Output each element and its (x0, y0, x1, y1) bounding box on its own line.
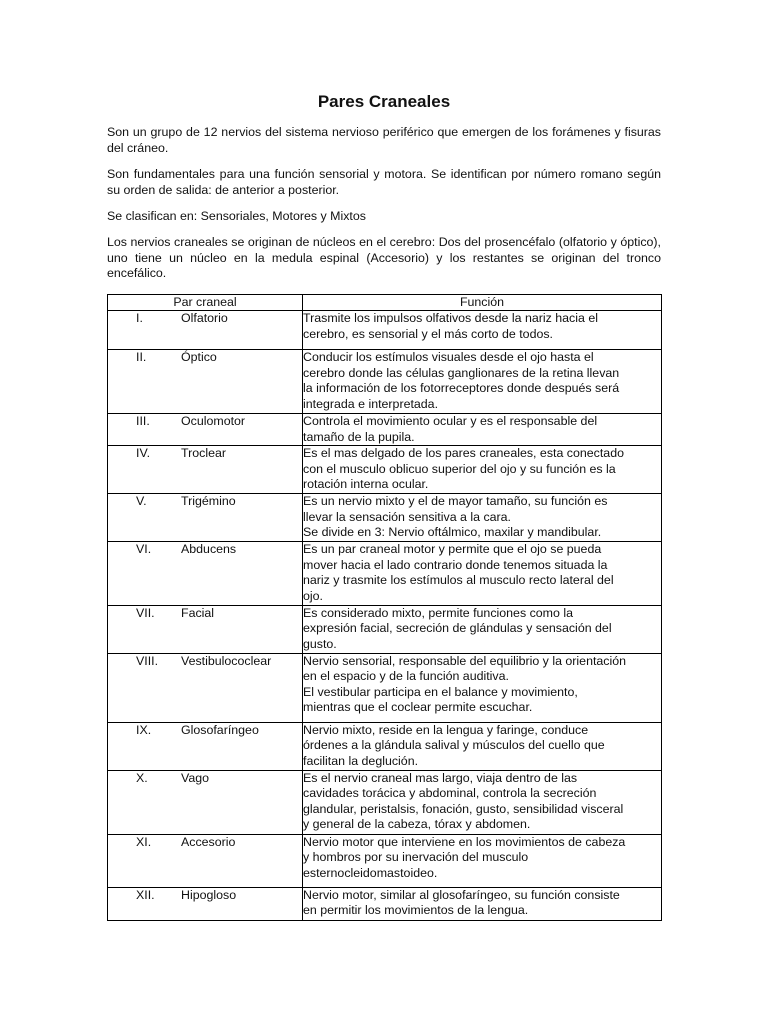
nerve-cell (108, 834, 303, 887)
intro-paragraph-3: Se clasifican en: Sensoriales, Motores y Mixtos (107, 209, 366, 223)
function-line: Es considerado mixto, permite funciones como la (303, 605, 573, 620)
nerve-cell (108, 887, 303, 920)
nerve-function (303, 350, 662, 414)
nerve-number: IV. (136, 446, 151, 461)
nerve-function (303, 722, 662, 770)
nerve-function (303, 446, 662, 494)
nerve-number: VII. (136, 605, 155, 620)
function-line: en permitir los movimientos de la lengua. (303, 903, 529, 918)
nerve-function (303, 414, 662, 446)
nerve-number: XI. (136, 834, 152, 849)
function-line: Es el nervio craneal mas largo, viaja dentro de las (303, 770, 578, 785)
nerve-function (303, 605, 662, 653)
table-row (108, 350, 662, 414)
table-row (108, 494, 662, 542)
nerve-number: XII. (136, 887, 155, 902)
nerve-name: Facial (181, 605, 215, 620)
page-title: Pares Craneales (317, 92, 451, 111)
function-line: mientras que el coclear permite escuchar. (303, 700, 533, 715)
function-line: tamaño de la pupila. (303, 429, 415, 444)
nerve-function (303, 770, 662, 834)
function-line: con el musculo oblicuo superior del ojo y su función es la (303, 461, 616, 476)
function-line: facilitan la deglución. (303, 753, 419, 768)
function-line: cerebro donde las células ganglionares de la retina llevan (303, 365, 620, 380)
function-line: cavidades torácica y abdominal, controla la secreción (303, 786, 597, 801)
intro-paragraph-2: Son fundamentales para una función sensorial y motora. Se identifican por número romano según su orden de salida: de anterior a posterior. (107, 167, 661, 197)
table-row (108, 834, 662, 887)
function-line: Es un par craneal motor y permite que el ojo se pueda (303, 542, 602, 557)
function-line: ojo. (303, 588, 323, 603)
nerve-name: Troclear (181, 446, 226, 461)
nerve-number: III. (136, 414, 150, 428)
nerve-number: II. (136, 350, 147, 364)
nerve-cell (108, 494, 303, 542)
nerve-function (303, 887, 662, 920)
function-line: integrada e interpretada. (303, 396, 439, 411)
nerve-name: Óptico (181, 350, 217, 364)
nerve-name: Hipogloso (181, 887, 237, 902)
function-line: Conducir los estímulos visuales desde el ojo hasta el (303, 350, 594, 364)
header-par-craneal: Par craneal (108, 295, 303, 311)
nerve-number: I. (136, 311, 143, 325)
function-line: Controla el movimiento ocular y es el responsable del (303, 414, 598, 428)
table-row (108, 311, 662, 350)
function-line: órdenes a la glándula salival y músculos del cuello que (303, 738, 605, 753)
nerve-number: VIII. (136, 653, 159, 668)
function-line: Nervio mixto, reside en la lengua y faringe, conduce (303, 722, 589, 737)
nerve-cell (108, 446, 303, 494)
function-line: Es el mas delgado de los pares craneales, esta conectado (303, 446, 624, 461)
function-line: expresión facial, secreción de glándulas y sensación del (303, 621, 612, 636)
table-header-row (108, 295, 662, 311)
nerve-name: Oculomotor (181, 414, 246, 428)
function-line: Se divide en 3: Nervio oftálmico, maxilar y mandibular. (303, 525, 602, 540)
nerve-cell (108, 605, 303, 653)
function-line: mover hacia el lado contrario donde tenemos situada la (303, 557, 608, 572)
function-line: llevar la sensación sensitiva a la cara. (303, 509, 511, 524)
function-line: esternocleidomastoideo. (303, 865, 438, 880)
function-line: en el espacio y de la función auditiva. (303, 669, 509, 684)
nerve-function (303, 311, 662, 350)
function-line: Nervio motor, similar al glosofaríngeo, su función consiste (303, 887, 620, 902)
table-row (108, 414, 662, 446)
function-line: El vestibular participa en el balance y movimiento, (303, 684, 578, 699)
nerve-name: Accesorio (181, 834, 236, 849)
function-line: y general de la cabeza, tórax y abdomen. (303, 817, 531, 832)
nerve-function (303, 494, 662, 542)
function-line: gusto. (303, 636, 337, 651)
nerve-name: Glosofaríngeo (181, 722, 259, 737)
table-row (108, 887, 662, 920)
nerve-cell (108, 770, 303, 834)
nerve-number: V. (136, 494, 147, 509)
nerve-cell (108, 350, 303, 414)
function-line: la información de los fotorreceptores donde después será (303, 381, 620, 396)
nerve-function (303, 542, 662, 605)
function-line: Nervio sensorial, responsable del equilibrio y la orientación (303, 653, 627, 668)
nerve-cell (108, 542, 303, 605)
function-line: Es un nervio mixto y el de mayor tamaño, su función es (303, 494, 608, 509)
nerve-cell (108, 653, 303, 722)
nerve-number: X. (136, 770, 148, 785)
nerve-function (303, 653, 662, 722)
function-line: nariz y trasmite los estímulos al musculo recto lateral del (303, 573, 614, 588)
function-line: y hombros por su inervación del musculo (303, 850, 529, 865)
intro-paragraph-4: Los nervios craneales se originan de núcleos en el cerebro: Dos del prosencéfalo (olfatorio y óptico), uno tiene un núcleo en la medula espinal (Accesorio) y los restantes se originan del tronco encefálico. (107, 235, 661, 281)
intro-paragraph-1: Son un grupo de 12 nervios del sistema nervioso periférico que emergen de los forámenes y fisuras del cráneo. (107, 125, 661, 155)
table-row (108, 446, 662, 494)
nerve-number: IX. (136, 722, 152, 737)
function-line: cerebro, es sensorial y el más corto de todos. (303, 326, 553, 341)
header-funcion: Función (303, 295, 662, 311)
function-line: glandular, peristalsis, fonación, gusto, sensibilidad visceral (303, 801, 624, 816)
nerve-name: Trigémino (181, 494, 236, 509)
table-row (108, 542, 662, 605)
table-row (108, 722, 662, 770)
table-row (108, 605, 662, 653)
function-line: rotación interna ocular. (303, 477, 429, 492)
nerve-name: Vago (181, 770, 210, 785)
nerve-name: Olfatorio (181, 311, 228, 325)
nerve-cell (108, 722, 303, 770)
nerve-number: VI. (136, 542, 152, 557)
function-line: Trasmite los impulsos olfativos desde la nariz hacia el (303, 311, 598, 325)
nerve-cell (108, 414, 303, 446)
nerve-cell (108, 311, 303, 350)
cranial-nerves-table (107, 294, 662, 921)
nerve-name: Abducens (181, 542, 237, 557)
table-row (108, 653, 662, 722)
function-line: Nervio motor que interviene en los movimientos de cabeza (303, 834, 626, 849)
nerve-function (303, 834, 662, 887)
nerve-name: Vestibulococlear (181, 653, 272, 668)
table-row (108, 770, 662, 834)
